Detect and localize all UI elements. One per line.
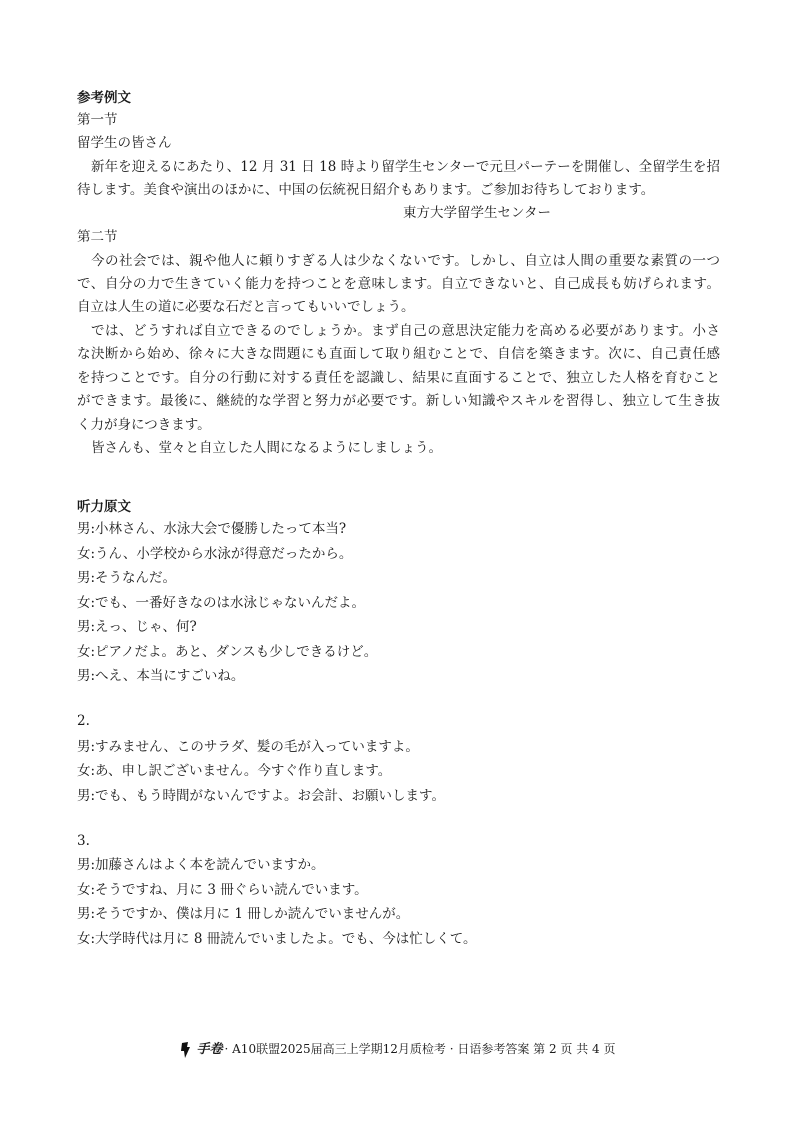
dialogue-2-number: 2. bbox=[77, 713, 90, 729]
part2-line: を持つことです。自分の行動に対する責任を認識し、結果に直面することで、独立した人格を育むこと bbox=[77, 370, 720, 386]
dialogue-1-line: 女:ピアノだよ。あと、ダンスも少しできるけど。 bbox=[77, 644, 378, 660]
part1-line: 待します。美食や演出のほかに、中国の伝統祝日紹介もあります。ご参加お待ちしております。 bbox=[77, 182, 655, 198]
part1-signature: 東方大学留学生センター bbox=[403, 205, 551, 221]
part1-title: 第一节 bbox=[77, 112, 118, 128]
part2-line: ができます。最後に、継続的な学習と努力が必要です。新しい知識やスキルを習得し、独立して生き抜 bbox=[77, 393, 720, 409]
dialogue-1-line: 女:でも、一番好きなのは水泳じゃないんだよ。 bbox=[77, 595, 366, 611]
dialogue-2-line: 男:すみません、このサラダ、髪の毛が入っていますよ。 bbox=[77, 739, 419, 755]
part2-line: 自立は人生の道に必要な石だと言ってもいいでしょう。 bbox=[77, 299, 415, 315]
listening-heading: 听力原文 bbox=[77, 499, 131, 515]
dialogue-3-line: 女:そうですね、月に 3 冊ぐらい読んでいます。 bbox=[77, 882, 368, 898]
dialogue-1-line: 女:うん、小学校から水泳が得意だったから。 bbox=[77, 546, 353, 562]
dialogue-1-line: 男:そうなんだ。 bbox=[77, 570, 177, 586]
dialogue-2-line: 男:でも、もう時間がないんですよ。お会計、お願いします。 bbox=[77, 788, 445, 804]
part1-salutation: 留学生の皆さん bbox=[77, 135, 172, 151]
footer-text: · A10联盟2025届高三上学期12月质检考 · 日语参考答案 第 2 页 共 4 页 bbox=[224, 1042, 616, 1056]
part2-title: 第二节 bbox=[77, 229, 118, 245]
dialogue-3-number: 3. bbox=[77, 833, 90, 849]
dialogue-1-line: 男:えっ、じゃ、何? bbox=[77, 619, 197, 635]
dialogue-2-line: 女:あ、申し訳ございません。今すぐ作り直します。 bbox=[77, 763, 392, 779]
part2-line: 皆さんも、堂々と自立した人間になるようにしましょう。 bbox=[91, 440, 442, 456]
dialogue-3-line: 男:加藤さんはよく本を読んでいますか。 bbox=[77, 857, 325, 873]
dialogue-1-line: 男:へえ、本当にすごいね。 bbox=[77, 668, 245, 684]
essay-heading: 参考例文 bbox=[77, 90, 131, 106]
part1-line: 新年を迎えるにあたり、12 月 31 日 18 時より留学生センターで元旦パーテーを開催し、全留学生を招 bbox=[91, 159, 720, 175]
page-footer bbox=[0, 1040, 794, 1059]
part2-line: く力が身につきます。 bbox=[77, 417, 211, 433]
part2-line: な決断から始め、徐々に大きな問題にも直面して取り組むことで、自信を築きます。次に、自己責任感 bbox=[77, 346, 720, 362]
part2-line: では、どうすれば自立できるのでしょうか。まず自己の意思決定能力を高める必要があります。小さ bbox=[91, 323, 720, 339]
logo-text: 手卷 bbox=[196, 1042, 223, 1057]
part2-line: で、自分の力で生きていく能力を持つことを意味します。自立できないと、自己成長も妨げられます。 bbox=[77, 276, 720, 292]
dialogue-3-line: 男:そうですか、僕は月に 1 冊しか読んでいませんが。 bbox=[77, 906, 410, 922]
dialogue-1-line: 男:小林さん、水泳大会で優勝したって本当? bbox=[77, 521, 347, 537]
part2-line: 今の社会では、親や他人に頼りすぎる人は少なくないです。しかし、自立は人間の重要な素質の一つ bbox=[91, 253, 720, 269]
dialogue-3-line: 女:大学時代は月に 8 冊読んでいましたよ。でも、今は忙しくて。 bbox=[77, 931, 477, 947]
publisher-logo-icon bbox=[179, 1041, 193, 1059]
